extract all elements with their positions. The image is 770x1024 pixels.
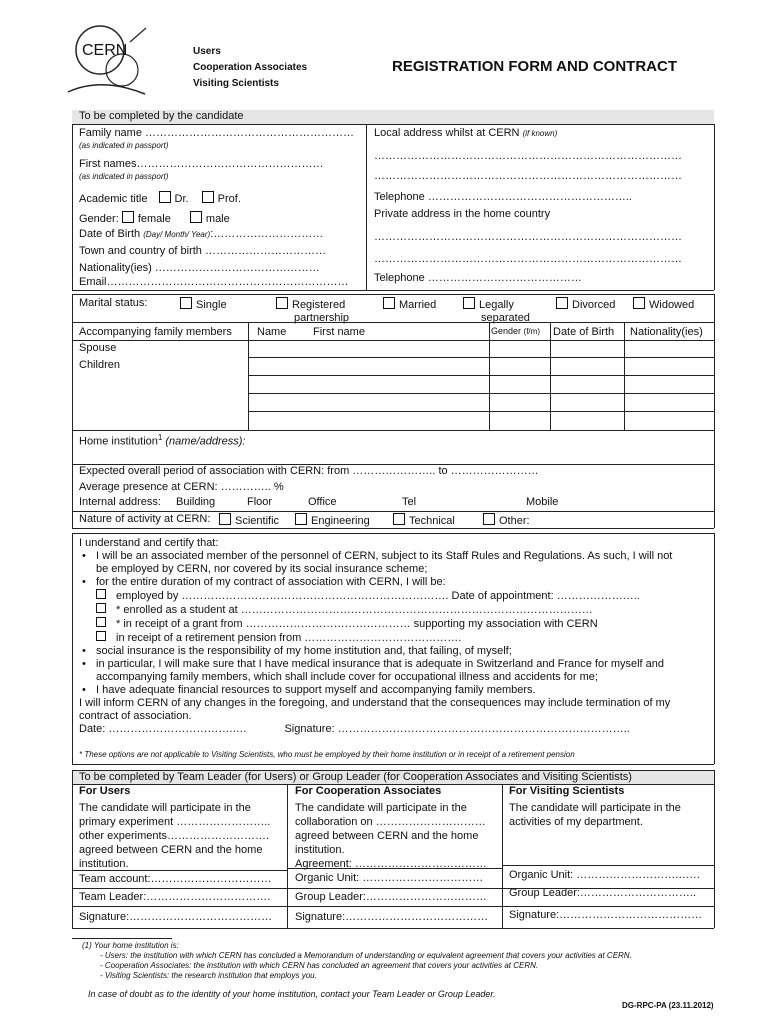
- home-institution-text: Home institution: [79, 435, 158, 448]
- visiting-leader-field[interactable]: Group Leader:…………………………..: [509, 887, 697, 899]
- office-label[interactable]: Office: [308, 496, 337, 508]
- footer-note-3: - Cooperation Associates: the institution with which CERN has concluded an agreement that covers your activities at CERN.: [100, 961, 539, 970]
- dob-dots: :…………………………: [210, 228, 324, 240]
- single-checkbox[interactable]: [180, 297, 192, 309]
- divorced-label: Divorced: [572, 299, 616, 311]
- category-list: [193, 44, 307, 92]
- users-title: For Users: [79, 785, 131, 797]
- category-coop: Cooperation Associates: [193, 62, 308, 73]
- gender-row: [79, 211, 230, 225]
- engineering-label: Engineering: [311, 515, 370, 527]
- cert-bullet-4a: • in particular, I will make sure that I have medical insurance that is adequate in Switzerland and France for myself and: [96, 658, 687, 671]
- private-address-line-1[interactable]: …………………………………………………………………………: [374, 231, 682, 243]
- visiting-signature-field[interactable]: Signature:…………………………………: [509, 909, 703, 921]
- separated-option: [463, 297, 530, 325]
- visiting-line-2: activities of my department.: [509, 816, 643, 828]
- birthplace-field[interactable]: Town and country of birth ……………………………: [79, 245, 326, 257]
- footer-note-1: (1) Your home institution is:: [82, 941, 179, 950]
- document-reference: DG-RPC-PA (23.11.2012): [622, 1001, 714, 1010]
- academic-title-row: [79, 191, 241, 205]
- col-first-name: First name: [313, 326, 365, 338]
- divorced-checkbox[interactable]: [556, 297, 568, 309]
- cert-bullet-5: • I have adequate financial resources to support myself and accompanying family members.: [96, 684, 687, 697]
- engineering-option: [295, 513, 370, 527]
- family-name-field[interactable]: Family name …………………………………………………: [79, 127, 355, 139]
- married-option: [383, 297, 436, 311]
- coop-line-4: institution.: [295, 844, 345, 856]
- cert-bullet-1b: be employed by CERN, nor covered by its social insurance scheme;: [96, 563, 428, 575]
- coop-leader-field[interactable]: Group Leader:……………………………: [295, 891, 487, 903]
- dob-row[interactable]: [79, 228, 323, 240]
- users-line-2[interactable]: primary experiment ……………………..: [79, 816, 271, 828]
- nature-label: Nature of activity at CERN:: [79, 513, 211, 525]
- other-option: [483, 513, 530, 527]
- widowed-checkbox[interactable]: [633, 297, 645, 309]
- cert-sub-4: in receipt of a retirement pension from …………………………………….: [116, 632, 462, 644]
- engineering-checkbox[interactable]: [295, 513, 307, 525]
- col-gender-text: Gender: [491, 326, 522, 336]
- male-label: male: [205, 213, 230, 225]
- home-institution-suffix: (name/address):: [162, 435, 246, 448]
- visiting-unit-field[interactable]: Organic Unit: ……………………….……: [509, 869, 701, 881]
- leader-heading: To be completed by Team Leader (for Users) or Group Leader (for Cooperation Associates and Visiting Scientists): [79, 771, 632, 783]
- cert-sub-1: employed by ………………………………………………………………. Date of appointment: …………………..: [116, 590, 640, 602]
- cert-inform-a: I will inform CERN of any changes in the foregoing, and understand that the consequences may include termination of my: [79, 697, 671, 709]
- category-visiting: Visiting Scientists: [193, 78, 279, 89]
- coop-signature-field[interactable]: Signature:…………………………………: [295, 911, 489, 923]
- widowed-label: Widowed: [649, 299, 695, 311]
- team-account-field[interactable]: Team account:……………………………: [79, 873, 272, 885]
- cert-bullet-2: • for the entire duration of my contract of association with CERN, I will be:: [96, 576, 687, 589]
- registered-option: [276, 297, 349, 325]
- footer-notes: [82, 941, 632, 981]
- local-address-text: Local address whilst at CERN: [374, 127, 520, 139]
- tel-label[interactable]: Tel: [402, 496, 417, 508]
- footer-note-4: - Visiting Scientists: the research institution that employs you.: [100, 971, 317, 980]
- technical-label: Technical: [409, 515, 455, 527]
- first-names-note: (as indicated in passport): [79, 172, 169, 181]
- cert-intro: I understand and certify that:: [79, 537, 219, 549]
- family-name-note: (as indicated in passport): [79, 141, 169, 150]
- users-text: [79, 801, 270, 871]
- email-field[interactable]: Email…………………………………………………………: [79, 276, 349, 288]
- coop-line-2[interactable]: collaboration on …………………………: [295, 816, 486, 828]
- first-names-field[interactable]: First names……………………………………………: [79, 158, 324, 170]
- coop-title: For Cooperation Associates: [295, 785, 442, 797]
- home-institution-label: [79, 433, 245, 448]
- registered-label: Registered: [292, 299, 346, 311]
- users-line-4: agreed between CERN and the home: [79, 844, 263, 856]
- building-label[interactable]: Building: [176, 496, 216, 508]
- prof-checkbox[interactable]: [202, 191, 214, 203]
- cern-logo: [60, 22, 150, 102]
- technical-checkbox[interactable]: [393, 513, 405, 525]
- candidate-heading: To be completed by the candidate: [79, 110, 244, 122]
- other-label: Other:: [499, 515, 530, 527]
- col-gender-note: (f/m): [523, 327, 540, 336]
- legally-label: Legally: [479, 299, 514, 311]
- pension-checkbox[interactable]: [96, 631, 106, 641]
- dob-label: Date of Birth: [79, 228, 141, 240]
- single-option: [180, 297, 227, 311]
- family-label: Accompanying family members: [79, 326, 232, 338]
- visiting-line-1: The candidate will participate in the: [509, 802, 681, 814]
- team-leader-field[interactable]: Team Leader:…………………………….: [79, 891, 271, 903]
- footnote-ref: 1: [157, 433, 163, 442]
- private-address-line-2[interactable]: …………………………………………………………………………: [374, 253, 682, 265]
- married-checkbox[interactable]: [383, 297, 395, 309]
- cert-bullet-3: • social insurance is the responsibility of my home institution and, that failing, of myself;: [96, 645, 687, 658]
- scientific-checkbox[interactable]: [219, 513, 231, 525]
- technical-option: [393, 513, 455, 527]
- scientific-option: [219, 513, 279, 527]
- local-address-label: [374, 127, 557, 139]
- coop-unit-field[interactable]: Organic Unit: ……………………………: [295, 872, 484, 884]
- users-signature-field[interactable]: Signature:…………………………………: [79, 911, 273, 923]
- certification-block: [79, 537, 673, 736]
- coop-line-1: The candidate will participate in the: [295, 802, 467, 814]
- dr-label: Dr.: [174, 193, 189, 205]
- local-address-line-2[interactable]: …………………………………………………………………………: [374, 170, 682, 182]
- footer-doubt: In case of doubt as to the identity of your home institution, contact your Team Leader or Group Leader.: [88, 989, 496, 999]
- local-address-note: (if known): [522, 129, 558, 138]
- academic-title-label: Academic title: [79, 193, 148, 205]
- scientific-label: Scientific: [235, 515, 280, 527]
- separated-checkbox[interactable]: [463, 297, 475, 309]
- dob-format: (Day/ Month/ Year): [143, 230, 211, 239]
- col-nationality: Nationality(ies): [630, 326, 703, 338]
- presence-field[interactable]: Average presence at CERN: ………….. %: [79, 481, 284, 493]
- other-checkbox[interactable]: [483, 513, 495, 525]
- cert-signature-field[interactable]: Signature: ……………………………………………………………………..: [284, 723, 630, 735]
- visiting-title: For Visiting Scientists: [509, 785, 625, 797]
- cert-bullet-1a: • I will be an associated member of the personnel of CERN, subject to its Staff Rules and Regulations. As such, I will not: [96, 550, 687, 563]
- local-address-line-1[interactable]: …………………………………………………………………………: [374, 150, 682, 162]
- female-label: female: [137, 213, 171, 225]
- cert-inform-b: contract of association.: [79, 710, 192, 722]
- mobile-label[interactable]: Mobile: [526, 496, 559, 508]
- nationality-field[interactable]: Nationality(ies) ………………………………………: [79, 262, 320, 274]
- cert-sub-2: * enrolled as a student at ……………………………………………………………………………………: [116, 604, 593, 616]
- category-users: Users: [193, 46, 221, 57]
- gender-label: Gender:: [79, 213, 119, 225]
- coop-text: [295, 801, 487, 871]
- footer-note-2: - Users: the institution with which CERN has concluded a Memorandum of understanding or equivalent agreement that covers your activities at CERN.: [100, 951, 632, 960]
- female-checkbox[interactable]: [122, 211, 134, 223]
- separated-label: separated: [481, 312, 530, 324]
- partnership-label: partnership: [294, 312, 350, 324]
- coop-agreement-field[interactable]: Agreement: ………………………………: [295, 858, 487, 870]
- users-line-5: institution.: [79, 858, 129, 870]
- internal-address-label: Internal address:: [79, 496, 161, 508]
- spouse-label: Spouse: [79, 342, 117, 354]
- student-checkbox[interactable]: [96, 603, 106, 613]
- visiting-text: [509, 801, 681, 829]
- period-field[interactable]: Expected overall period of association with CERN: from ………………….. to ……………………: [79, 465, 539, 477]
- prof-label: Prof.: [217, 193, 241, 205]
- marital-status-label: Marital status:: [79, 297, 148, 309]
- users-line-3[interactable]: other experiments……………………….: [79, 830, 270, 842]
- users-line-1: The candidate will participate in the: [79, 802, 251, 814]
- telephone-local-field[interactable]: Telephone ………………………………………………..: [374, 191, 632, 203]
- cert-footnote: * These options are not applicable to Visiting Scientists, who must be employed by their home institution or in receipt of a retirement pension: [79, 750, 575, 759]
- cert-bullet-4b: accompanying family members, which shall include cover for occupational illness and accidents for me;: [96, 671, 598, 683]
- floor-label[interactable]: Floor: [247, 496, 273, 508]
- children-label: Children: [79, 359, 120, 371]
- divorced-option: [556, 297, 615, 311]
- registered-checkbox[interactable]: [276, 297, 288, 309]
- employed-checkbox[interactable]: [96, 589, 106, 599]
- col-dob: Date of Birth: [553, 326, 615, 338]
- cert-sub-3: * in receipt of a grant from ……………………………………… supporting my association with CERN: [116, 618, 598, 630]
- form-title: REGISTRATION FORM AND CONTRACT: [392, 58, 677, 75]
- grant-checkbox[interactable]: [96, 617, 106, 627]
- logo-text: CERN: [82, 42, 128, 59]
- single-label: Single: [196, 299, 227, 311]
- cert-date-field[interactable]: Date: …………………………….….: [79, 723, 247, 735]
- coop-line-3: agreed between CERN and the home: [295, 830, 479, 842]
- private-address-label: Private address in the home country: [374, 208, 551, 220]
- dr-checkbox[interactable]: [159, 191, 171, 203]
- col-name: Name: [257, 326, 287, 338]
- male-checkbox[interactable]: [190, 211, 202, 223]
- widowed-option: [633, 297, 694, 311]
- col-gender: [491, 326, 540, 336]
- married-label: Married: [399, 299, 437, 311]
- telephone-home-field[interactable]: Telephone ……………………………………: [374, 272, 582, 284]
